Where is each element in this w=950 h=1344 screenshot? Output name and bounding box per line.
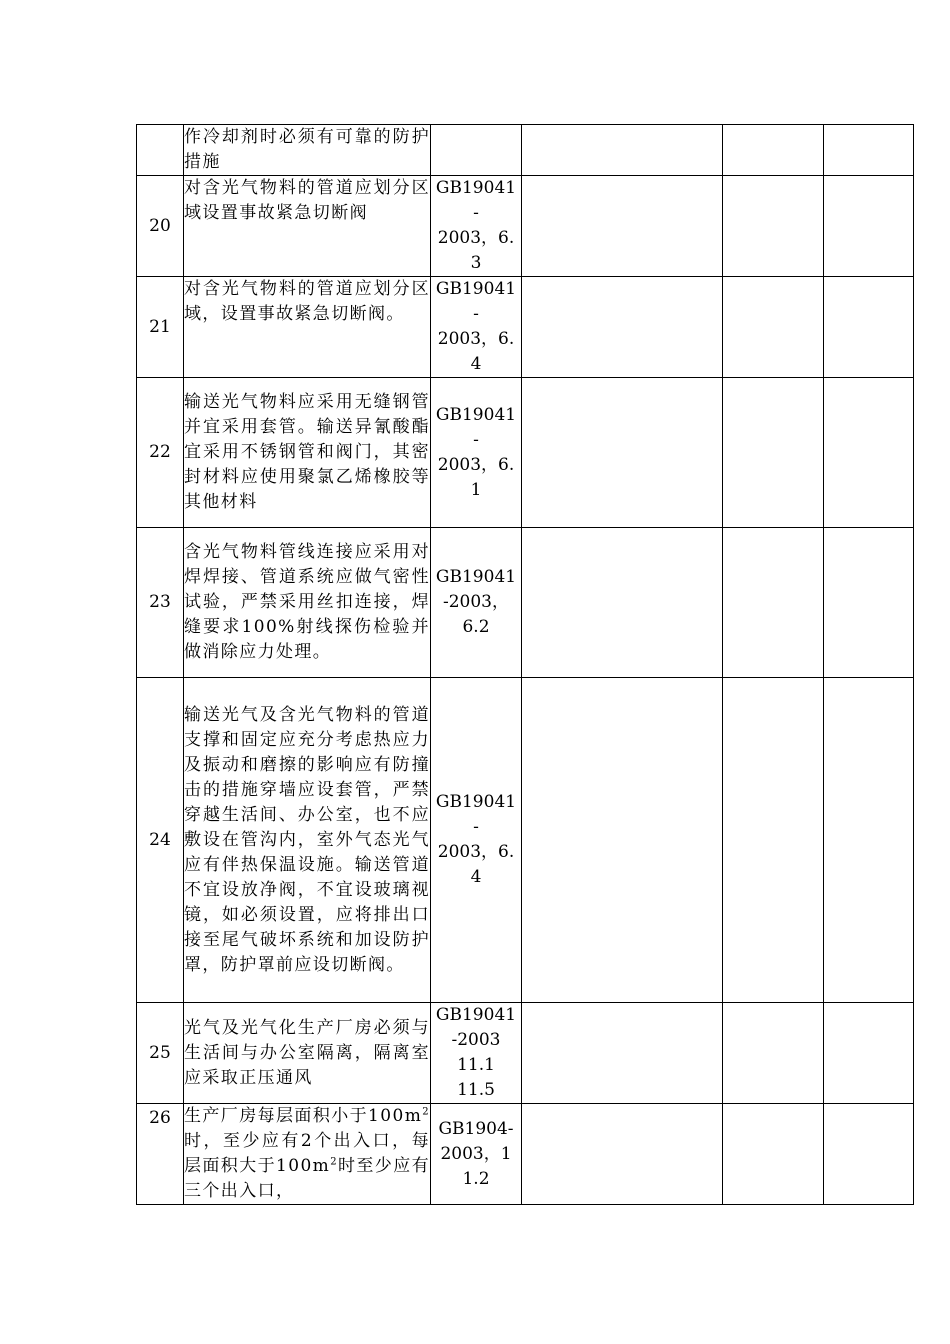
table-row: [137, 528, 914, 678]
row-number-cell: 20: [137, 176, 184, 277]
requirement-text: 光气及光气化生产厂房必须与生活间与办公室隔离，隔离室应采取正压通风: [184, 1003, 431, 1104]
regulation-table: [136, 124, 914, 1205]
empty-cell: [824, 528, 914, 678]
row-number-cell: 23: [137, 528, 184, 678]
empty-cell: [723, 176, 824, 277]
requirement-text: 输送光气及含光气物料的管道支撑和固定应充分考虑热应力及振动和磨擦的影响应有防撞击的措施穿墙应设套管，严禁穿越生活间、办公室，也不应敷设在管沟内，室外气态光气应有伴热保温设施。输送管道不宜设放净阀，不宜设玻璃视镜，如必须设置，应将排出口接至尾气破坏系统和加设防护罩，防护罩前应设切断阀。: [184, 678, 431, 1003]
table-row: [137, 176, 914, 277]
empty-cell: [723, 1003, 824, 1104]
requirement-text: 生产厂房每层面积小于$100m^2$时，至少应有2个出入口，每层面积大于$100m^2$时至少应有三个出入口，: [184, 1104, 431, 1205]
empty-cell: [522, 176, 723, 277]
empty-cell: [522, 125, 723, 176]
table-row: [137, 1003, 914, 1104]
standard-reference: [431, 125, 522, 176]
empty-cell: [522, 1003, 723, 1104]
empty-cell: [824, 678, 914, 1003]
standard-reference: GB19041 - 2003，6. 4: [431, 277, 522, 378]
requirement-text: 对含光气物料的管道应划分区域，设置事故紧急切断阀。: [184, 277, 431, 378]
row-number-cell: 24: [137, 678, 184, 1003]
empty-cell: [723, 125, 824, 176]
standard-reference: GB1904- 2003，1 1.2: [431, 1104, 522, 1205]
superscript: 2: [422, 1106, 430, 1118]
standard-reference: GB19041 - 2003，6. 1: [431, 378, 522, 528]
empty-cell: [723, 277, 824, 378]
table-row: [137, 1104, 914, 1205]
requirement-text: 对含光气物料的管道应划分区域设置事故紧急切断阀: [184, 176, 431, 277]
table-row: [137, 277, 914, 378]
standard-reference: GB19041 -2003， 6.2: [431, 528, 522, 678]
empty-cell: [522, 378, 723, 528]
row-number-cell: [137, 125, 184, 176]
requirement-text: 含光气物料管线连接应采用对焊焊接、管道系统应做气密性试验，严禁采用丝扣连接，焊缝要求100%射线探伤检验并做消除应力处理。: [184, 528, 431, 678]
empty-cell: [723, 678, 824, 1003]
empty-cell: [824, 125, 914, 176]
standard-reference: GB19041 - 2003，6. 4: [431, 678, 522, 1003]
row-number-cell: 21: [137, 277, 184, 378]
row-number-cell: 22: [137, 378, 184, 528]
table-row: [137, 378, 914, 528]
empty-cell: [723, 1104, 824, 1205]
empty-cell: [522, 277, 723, 378]
standard-reference: GB19041 -2003 11.1 11.5: [431, 1003, 522, 1104]
empty-cell: [522, 678, 723, 1003]
empty-cell: [824, 1104, 914, 1205]
row-number-cell: 26: [137, 1104, 184, 1205]
superscript: 2: [330, 1156, 338, 1168]
empty-cell: [824, 277, 914, 378]
empty-cell: [522, 1104, 723, 1205]
requirement-text: 输送光气物料应采用无缝钢管并宜采用套管。输送异氰酸酯宜采用不锈钢管和阀门，其密封材料应使用聚氯乙烯橡胶等其他材料: [184, 378, 431, 528]
empty-cell: [824, 378, 914, 528]
table-row: [137, 678, 914, 1003]
empty-cell: [824, 176, 914, 277]
empty-cell: [522, 528, 723, 678]
empty-cell: [824, 1003, 914, 1104]
requirement-text: 作冷却剂时必须有可靠的防护措施: [184, 125, 431, 176]
empty-cell: [723, 528, 824, 678]
row-number-cell: 25: [137, 1003, 184, 1104]
empty-cell: [723, 378, 824, 528]
standard-reference: GB19041 - 2003，6. 3: [431, 176, 522, 277]
table-row: [137, 125, 914, 176]
